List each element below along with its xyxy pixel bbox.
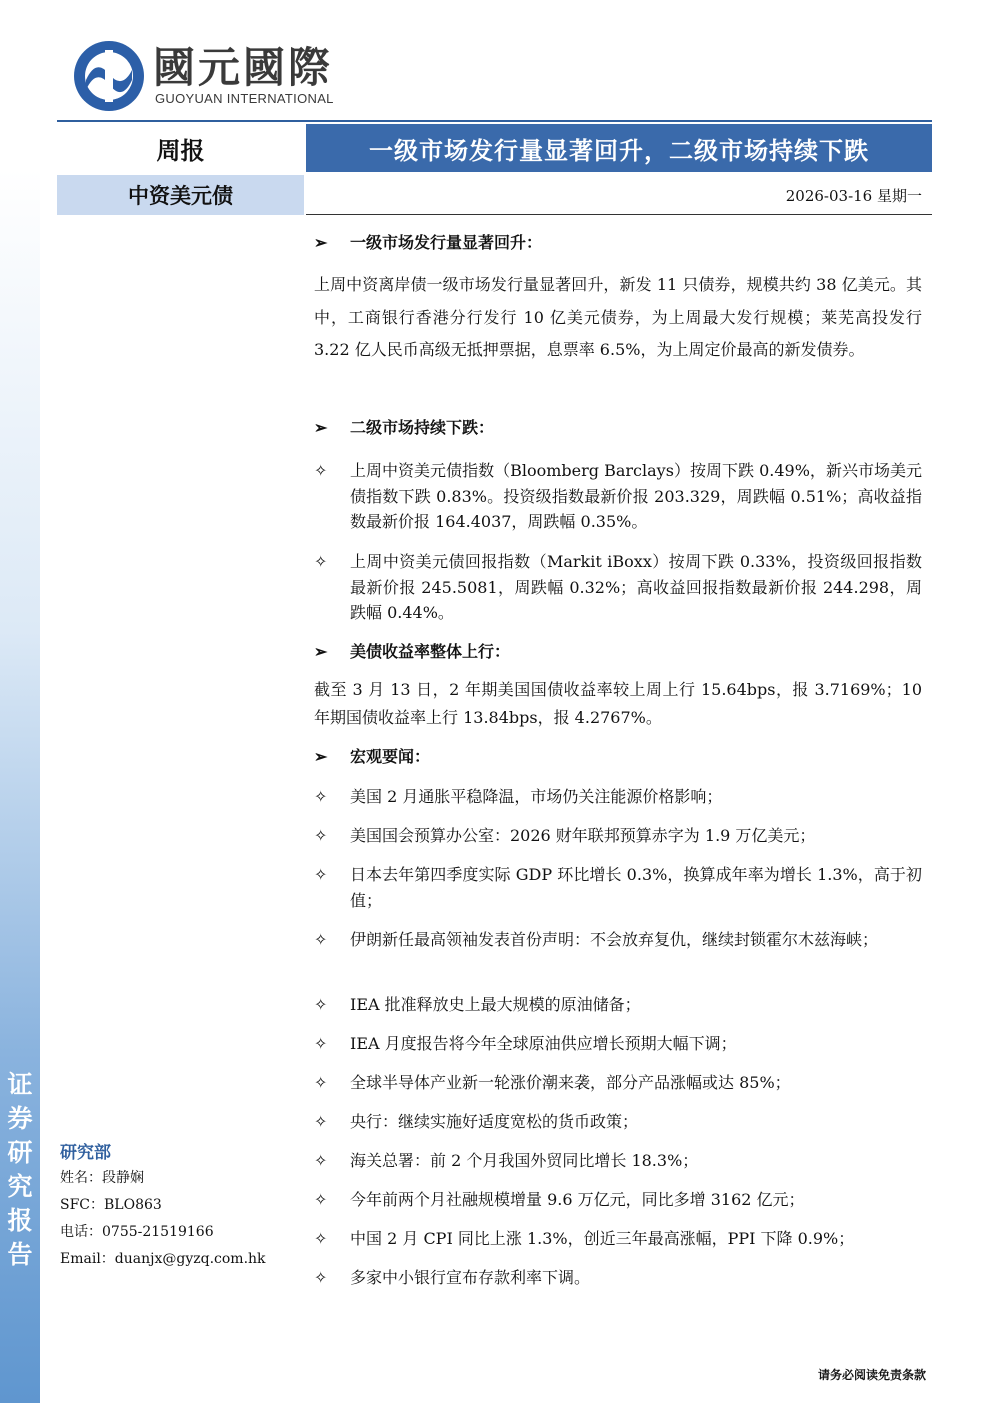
diamond-bullet-icon: ✧ (314, 1190, 328, 1209)
diamond-bullet-icon: ✧ (314, 552, 328, 571)
section-heading (314, 746, 430, 768)
analyst-phone: 电话：0755-21519166 (60, 1224, 214, 1240)
side-char: 证 (7, 1070, 33, 1099)
side-char: 告 (7, 1240, 33, 1269)
list-item-text: 日本去年第四季度实际 GDP 环比增长 0.3%，换算成年率为增长 1.3%，高于初值； (350, 865, 922, 910)
diamond-bullet-icon: ✧ (314, 787, 328, 806)
arrow-icon: ➢ (314, 418, 328, 437)
logo-chinese-name: 國元國際 (153, 43, 334, 92)
heading-text: 二级市场持续下跌： (350, 418, 495, 437)
header-rule (57, 120, 932, 122)
diamond-bullet-icon: ✧ (314, 1268, 328, 1287)
diamond-bullet-icon: ✧ (314, 1073, 328, 1092)
analyst-sfc: SFC：BLO863 (60, 1197, 162, 1213)
list-item-text: 多家中小银行宣布存款利率下调。 (350, 1268, 591, 1287)
logo-english-name: GUOYUAN INTERNATIONAL (155, 91, 334, 106)
section-heading (314, 641, 510, 663)
list-item (314, 862, 922, 913)
list-item-text: 上周中资美元债指数（Bloomberg Barclays）按周下跌 0.49%，新兴市场美元债指数下跌 0.83%。投资级指数最新价报 203.329，周跌幅 0.51%；高收益指数最新价报 164.4037，周跌幅 0.35%。 (350, 461, 922, 531)
side-char: 券 (7, 1104, 33, 1133)
report-category: 中资美元债 (57, 175, 304, 215)
paragraph: 上周中资离岸债一级市场发行量显著回升，新发 11 只债券，规模共约 38 亿美元。其中，工商银行香港分行发行 10 亿美元债券，为上周最大发行规模；莱芜高投发行 3.22 亿人民币高级无抵押票据，息票率 6.5%，为上周定价最高的新发债券。 (314, 275, 922, 359)
list-item (314, 823, 922, 849)
diamond-bullet-icon: ✧ (314, 930, 328, 949)
section-heading (314, 232, 542, 254)
list-item (314, 927, 922, 953)
diamond-bullet-icon: ✧ (314, 1112, 328, 1131)
list-item-text: 美国国会预算办公室：2026 财年联邦预算赤字为 1.9 万亿美元； (350, 826, 816, 845)
list-item (314, 784, 922, 810)
list-item-text: IEA 月度报告将今年全球原油供应增长预期大幅下调； (350, 1034, 737, 1053)
arrow-icon: ➢ (314, 642, 328, 661)
list-item-text: 中国 2 月 CPI 同比上涨 1.3%，创近三年最高涨幅，PPI 下降 0.9%； (350, 1229, 855, 1248)
list-item (314, 1031, 922, 1057)
arrow-icon: ➢ (314, 233, 328, 252)
date-rule (306, 214, 932, 215)
list-item (314, 1187, 922, 1213)
list-item (314, 1148, 922, 1174)
list-item (314, 1265, 922, 1291)
side-char: 究 (7, 1172, 33, 1201)
list-item-text: 全球半导体产业新一轮涨价潮来袭，部分产品涨幅或达 85%； (350, 1073, 791, 1092)
list-item-text: 美国 2 月通胀平稳降温，市场仍关注能源价格影响； (350, 787, 723, 806)
company-logo-icon (72, 40, 146, 112)
list-item (314, 992, 922, 1018)
section-heading (314, 417, 494, 439)
department-name: 研究部 (60, 1143, 111, 1163)
report-type: 周报 (156, 135, 205, 165)
list-item (314, 549, 922, 626)
report-title: 一级市场发行量显著回升，二级市场持续下跌 (306, 124, 932, 172)
report-date: 2026-03-16 星期一 (785, 186, 922, 205)
list-item-text: 今年前两个月社融规模增量 9.6 万亿元，同比多增 3162 亿元； (350, 1190, 805, 1209)
list-item (314, 458, 922, 535)
diamond-bullet-icon: ✧ (314, 865, 328, 884)
list-item-text: 上周中资美元债回报指数（Markit iBoxx）按周下跌 0.33%，投资级回报指数最新价报 245.5081，周跌幅 0.32%；高收益回报指数最新价报 244.298，周跌幅 0.44%。 (350, 552, 922, 622)
diamond-bullet-icon: ✧ (314, 461, 328, 480)
diamond-bullet-icon: ✧ (314, 1229, 328, 1248)
diamond-bullet-icon: ✧ (314, 995, 328, 1014)
list-item-text: 央行：继续实施好适度宽松的货币政策； (350, 1112, 639, 1131)
side-char: 报 (7, 1206, 33, 1235)
heading-text: 一级市场发行量显著回升： (350, 233, 543, 252)
diamond-bullet-icon: ✧ (314, 1034, 328, 1053)
list-item-text: 海关总署：前 2 个月我国外贸同比增长 18.3%； (350, 1151, 699, 1170)
side-char: 研 (7, 1138, 33, 1167)
list-item (314, 1109, 922, 1135)
heading-text: 美债收益率整体上行： (350, 642, 511, 661)
list-item-text: 伊朗新任最高领袖发表首份声明：不会放弃复仇，继续封锁霍尔木兹海峡； (350, 930, 879, 949)
analyst-email: Email：duanjx@gyzq.com.hk (60, 1251, 266, 1267)
side-label (6, 1068, 34, 1272)
arrow-icon: ➢ (314, 747, 328, 766)
list-item-text: IEA 批准释放史上最大规模的原油储备； (350, 995, 641, 1014)
list-item (314, 1226, 922, 1252)
disclaimer-link[interactable]: 请务必阅读免责条款 (818, 1368, 927, 1382)
diamond-bullet-icon: ✧ (314, 1151, 328, 1170)
analyst-name: 姓名：段静娴 (60, 1170, 144, 1186)
paragraph: 截至 3 月 13 日，2 年期美国国债收益率较上周上行 15.64bps，报 3.7169%；10 年期国债收益率上行 13.84bps，报 4.2767%。 (314, 680, 922, 727)
list-item (314, 1070, 922, 1096)
heading-text: 宏观要闻： (350, 747, 431, 766)
diamond-bullet-icon: ✧ (314, 826, 328, 845)
